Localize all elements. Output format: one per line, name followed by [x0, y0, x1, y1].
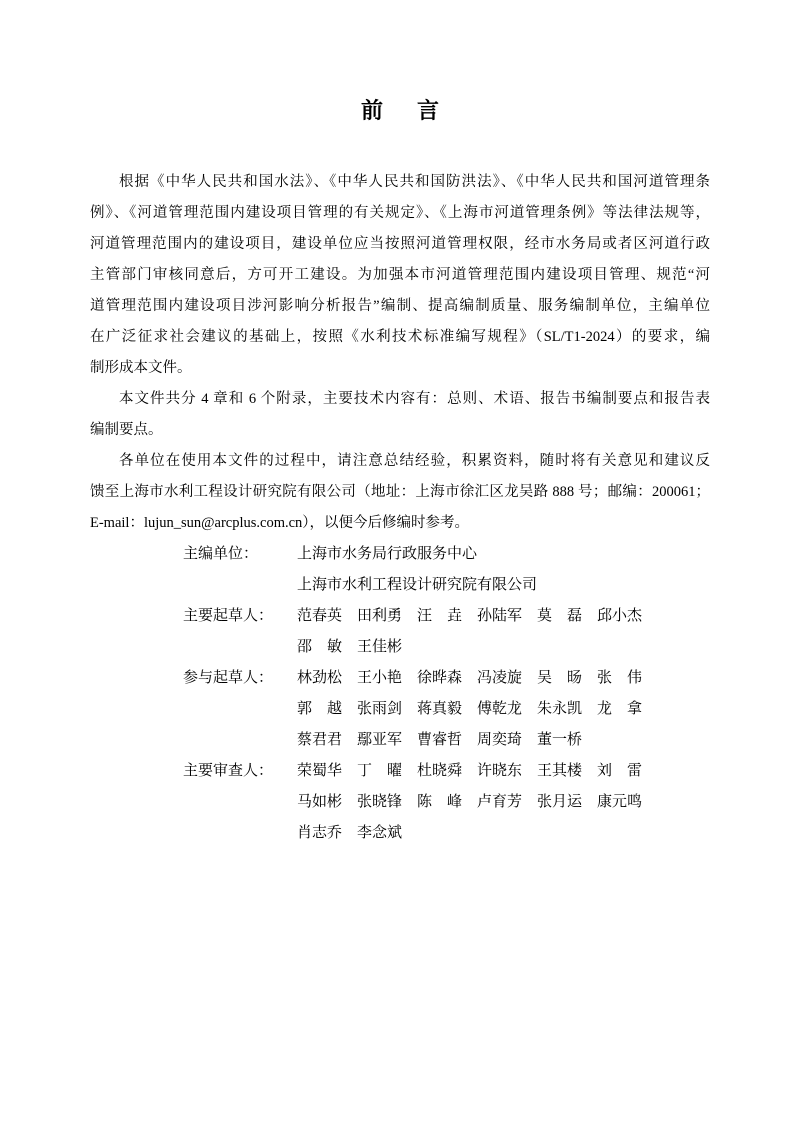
credit-name-line: 蔡君君 鄢亚军 曹睿哲 周奕琦 董一桥: [297, 732, 583, 748]
credit-name-line: 邵 敏 王佳彬: [297, 639, 403, 655]
credit-label: 参与起草人：: [183, 670, 274, 686]
paragraph-line: E-mail：lujun_sun@arcplus.com.cn），以便今后修编时参考。: [90, 515, 470, 531]
page-title: 前 言: [360, 98, 445, 123]
credit-row-main-reviewers: [183, 756, 710, 849]
credit-row-main-drafters: [183, 601, 710, 663]
paragraph: [90, 384, 710, 446]
credit-name-line: 肖志乔 李念斌: [297, 825, 403, 841]
credit-row-participating-drafters: [183, 663, 710, 756]
credit-name-line: 范春英 田利勇 汪 垚 孙陆军 莫 磊 邱小杰: [297, 608, 643, 624]
paragraph-line: 在广泛征求社会建议的基础上，按照《水利技术标准编写规程》（SL/T1-2024）的要求，编: [90, 329, 710, 345]
credit-name-line: 马如彬 张晓锋 陈 峰 卢育芳 张月运 康元鸣: [297, 794, 643, 810]
paragraph: [90, 446, 710, 539]
credit-label: 主要审查人：: [183, 763, 274, 779]
credit-names: [297, 601, 710, 663]
credit-row-chief-editor-unit: [183, 539, 710, 601]
paragraph-line: 各单位在使用本文件的过程中，请注意总结经验，积累资料，随时将有关意见和建议反: [119, 453, 710, 469]
credit-names: [297, 756, 710, 849]
credit-name-line: 荣蜀华 丁 曜 杜晓舜 许晓东 王其楼 刘 雷: [297, 763, 643, 779]
paragraph-line: 例》、《河道管理范围内建设项目管理的有关规定》、《上海市河道管理条例》等法律法规等，: [90, 205, 710, 221]
credit-names: [297, 663, 710, 756]
paragraph-line: 制形成本文件。: [90, 360, 192, 376]
paragraph-line: 编制要点。: [90, 422, 163, 438]
paragraph-line: 根据《中华人民共和国水法》、《中华人民共和国防洪法》、《中华人民共和国河道管理条: [119, 174, 710, 190]
credits-section: [183, 539, 710, 849]
credit-name-line: 林劲松 王小艳 徐晔森 冯凌旋 吴 旸 张 伟: [297, 670, 643, 686]
paragraph: [90, 167, 710, 384]
credit-name-line: 上海市水务局行政服务中心: [297, 546, 478, 562]
credit-label: 主编单位：: [183, 546, 259, 562]
paragraph-line: 本文件共分 4 章和 6 个附录，主要技术内容有：总则、术语、报告书编制要点和报告表: [119, 391, 710, 407]
paragraph-line: 河道管理范围内的建设项目，建设单位应当按照河道管理权限，经市水务局或者区河道行政: [90, 236, 710, 252]
paragraph-line: 道管理范围内建设项目涉河影响分析报告”编制、提高编制质量、服务编制单位，主编单位: [90, 298, 710, 314]
credit-label: 主要起草人：: [183, 608, 274, 624]
paragraph-line: 主管部门审核同意后，方可开工建设。为加强本市河道管理范围内建设项目管理、规范“河: [90, 267, 710, 283]
credit-name-line: 上海市水利工程设计研究院有限公司: [297, 577, 538, 593]
credit-name-line: 郭 越 张雨剑 蒋真毅 傅乾龙 朱永凯 龙 拿: [297, 701, 643, 717]
credit-names: [297, 539, 710, 601]
paragraph-line: 馈至上海市水利工程设计研究院有限公司（地址：上海市徐汇区龙吴路 888 号；邮编：200061；: [90, 484, 710, 500]
